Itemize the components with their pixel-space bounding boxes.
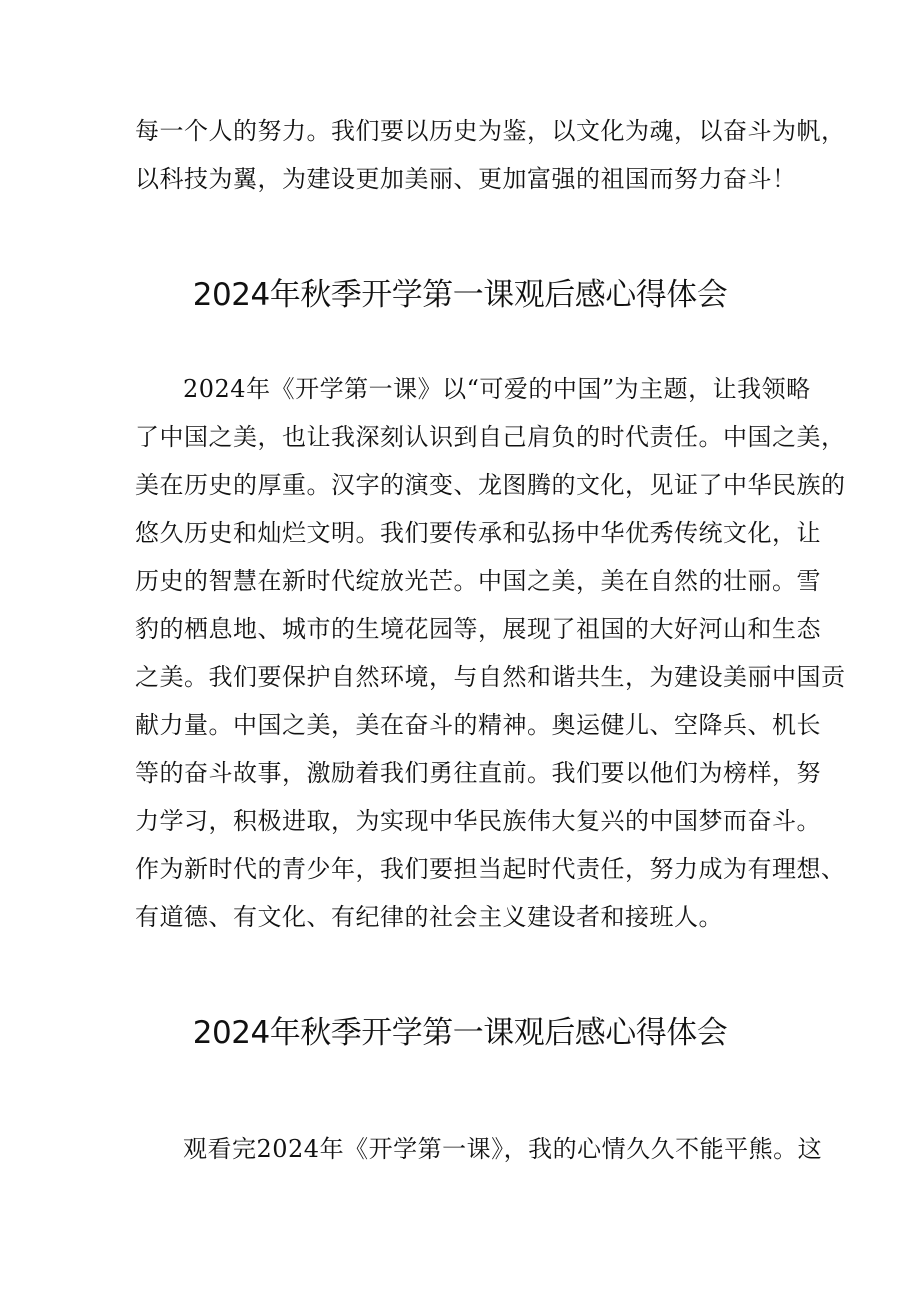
paragraph-line: 有道德、有文化、有纪律的社会主义建设者和接班人。 bbox=[135, 903, 723, 931]
paragraph-line: 历史的智慧在新时代绽放光芒。中国之美，美在自然的壮丽。雪 bbox=[135, 567, 821, 595]
section-title: 2024年秋季开学第一课观后感心得体会 bbox=[192, 1015, 728, 1051]
paragraph-line: 悠久历史和灿烂文明。我们要传承和弘扬中华优秀传统文化，让 bbox=[135, 519, 821, 547]
paragraph-line: 2024年《开学第一课》以“可爱的中国”为主题，让我领略 bbox=[183, 375, 811, 403]
paragraph-line: 以科技为翼，为建设更加美丽、更加富强的祖国而努力奋斗！ bbox=[135, 165, 797, 193]
paragraph-line: 了中国之美，也让我深刻认识到自己肩负的时代责任。中国之美， bbox=[135, 423, 846, 451]
paragraph-line: 作为新时代的青少年，我们要担当起时代责任，努力成为有理想、 bbox=[135, 855, 846, 883]
paragraph-line: 观看完2024年《开学第一课》，我的心情久久不能平熊。这 bbox=[183, 1135, 823, 1163]
section-title: 2024年秋季开学第一课观后感心得体会 bbox=[192, 277, 728, 313]
paragraph-line: 力学习，积极进取，为实现中华民族伟大复兴的中国梦而奋斗。 bbox=[135, 807, 821, 835]
paragraph-line: 之美。我们要保护自然环境，与自然和谐共生，为建设美丽中国贡 bbox=[135, 663, 846, 691]
paragraph-line: 美在历史的厚重。汉字的演变、龙图腾的文化，见证了中华民族的 bbox=[135, 471, 846, 499]
paragraph-line: 献力量。中国之美，美在奋斗的精神。奥运健儿、空降兵、机长 bbox=[135, 711, 821, 739]
paragraph-line: 每一个人的努力。我们要以历史为鉴，以文化为魂，以奋斗为帆， bbox=[135, 117, 846, 145]
paragraph-line: 等的奋斗故事，激励着我们勇往直前。我们要以他们为榜样，努 bbox=[135, 759, 821, 787]
paragraph-line: 豹的栖息地、城市的生境花园等，展现了祖国的大好河山和生态 bbox=[135, 615, 821, 643]
